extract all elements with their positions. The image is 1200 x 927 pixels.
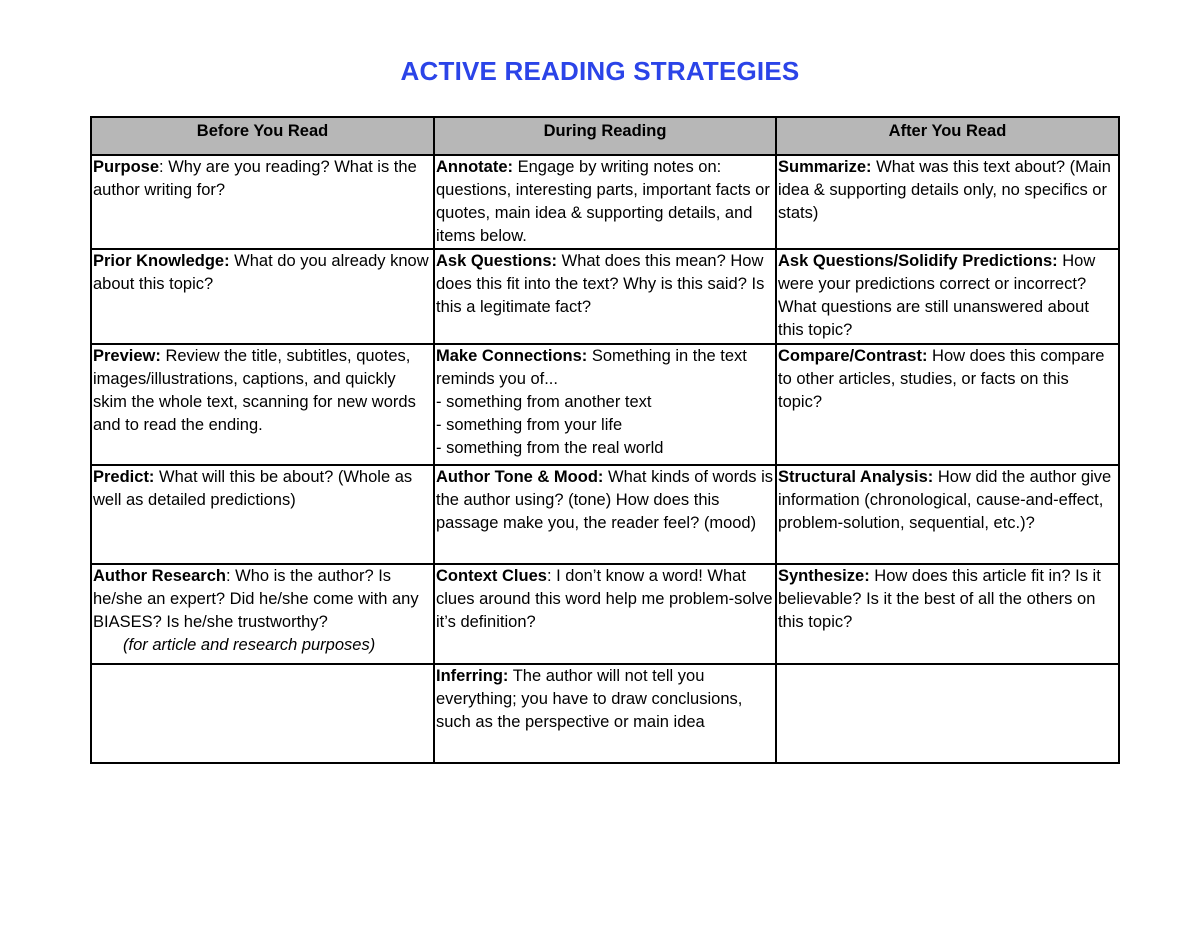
- strategy-label: Ask Questions/Solidify Predictions:: [778, 252, 1058, 270]
- table-row: [91, 465, 1119, 564]
- strategy-cell-predict: [91, 465, 434, 564]
- strategy-text: How does this article fit in? Is it believable? Is it the best of all the others on this topic?: [778, 567, 1101, 631]
- strategy-text: What kinds of words is the author using? (tone) How does this passage make you, the reader feel? (mood): [436, 468, 774, 532]
- connection-item: - something from the real world: [436, 439, 664, 457]
- connection-item: - something from another text: [436, 393, 652, 411]
- connection-item: - something from your life: [436, 416, 623, 434]
- strategy-text: How were your predictions correct or incorrect? What questions are still unanswered about this topic?: [778, 252, 1096, 339]
- strategy-label: Preview:: [93, 347, 161, 365]
- strategy-label: Author Research: [93, 567, 226, 585]
- empty-cell: [776, 664, 1119, 763]
- strategy-text: What does this mean? How does this fit into the text? Why is this said? Is this a legitimate fact?: [436, 252, 765, 316]
- column-header-after: After You Read: [776, 117, 1119, 155]
- empty-cell: [91, 664, 434, 763]
- strategy-text: Engage by writing notes on: questions, interesting parts, important facts or quotes, main idea & supporting details, and items below.: [436, 158, 770, 245]
- column-header-before: Before You Read: [91, 117, 434, 155]
- column-header-during: During Reading: [434, 117, 776, 155]
- strategy-label: Inferring:: [436, 667, 509, 685]
- strategy-cell-make-connections: [434, 344, 776, 465]
- strategy-note: (for article and research purposes): [123, 636, 376, 654]
- table-row: [91, 664, 1119, 763]
- strategy-text: Review the title, subtitles, quotes, images/illustrations, captions, and quickly skim the whole text, scanning for new words and to read the ending.: [93, 347, 416, 434]
- document-title: ACTIVE READING STRATEGIES: [400, 56, 800, 86]
- strategy-cell-solidify-predictions: [776, 249, 1119, 344]
- strategy-label: Purpose: [93, 158, 160, 176]
- strategy-cell-tone-mood: [434, 465, 776, 564]
- strategy-text: : I don’t know a word! What clues around this word help me problem-solve it’s definition?: [436, 567, 773, 631]
- strategy-label: Synthesize:: [778, 567, 870, 585]
- strategy-cell-annotate: [434, 155, 776, 249]
- strategy-cell-inferring: [434, 664, 776, 763]
- table-header-row: [91, 117, 1119, 155]
- strategy-label: Predict:: [93, 468, 155, 486]
- table-row: [91, 249, 1119, 344]
- strategy-text: Something in the text reminds you of...: [436, 347, 747, 388]
- strategy-cell-ask-questions: [434, 249, 776, 344]
- strategy-label: Annotate:: [436, 158, 513, 176]
- strategy-label: Summarize:: [778, 158, 872, 176]
- strategy-label: Prior Knowledge:: [93, 252, 230, 270]
- strategy-cell-structural-analysis: [776, 465, 1119, 564]
- table-row: [91, 155, 1119, 249]
- strategy-text: How does this compare to other articles, studies, or facts on this topic?: [778, 347, 1105, 411]
- strategy-cell-purpose: [91, 155, 434, 249]
- strategy-text: What do you already know about this topic?: [93, 252, 429, 293]
- strategy-text: What will this be about? (Whole as well as detailed predictions): [93, 468, 413, 509]
- strategy-cell-preview: [91, 344, 434, 465]
- strategy-cell-author-research: [91, 564, 434, 664]
- strategy-text: How did the author give information (chronological, cause-and-effect, problem-solution, sequential, etc.)?: [778, 468, 1112, 532]
- strategy-label: Context Clues: [436, 567, 547, 585]
- strategy-label: Compare/Contrast:: [778, 347, 928, 365]
- strategy-label: Ask Questions:: [436, 252, 558, 270]
- strategy-text: The author will not tell you everything; you have to draw conclusions, such as the perspective or main idea: [436, 667, 743, 731]
- strategy-cell-summarize: [776, 155, 1119, 249]
- strategy-cell-compare-contrast: [776, 344, 1119, 465]
- strategy-label: Make Connections:: [436, 347, 588, 365]
- strategy-cell-synthesize: [776, 564, 1119, 664]
- strategy-text: : Why are you reading? What is the author writing for?: [93, 158, 417, 199]
- strategy-cell-context-clues: [434, 564, 776, 664]
- strategy-label: Structural Analysis:: [778, 468, 934, 486]
- table-row: [91, 344, 1119, 465]
- strategy-text: What was this text about? (Main idea & supporting details only, no specifics or stats): [778, 158, 1111, 222]
- strategy-label: Author Tone & Mood:: [436, 468, 604, 486]
- strategies-table: [90, 116, 1120, 764]
- table-row: [91, 564, 1119, 664]
- strategy-text: : Who is the author? Is he/she an expert? Did he/she come with any BIASES? Is he/she trustworthy?: [93, 567, 419, 631]
- strategy-cell-prior-knowledge: [91, 249, 434, 344]
